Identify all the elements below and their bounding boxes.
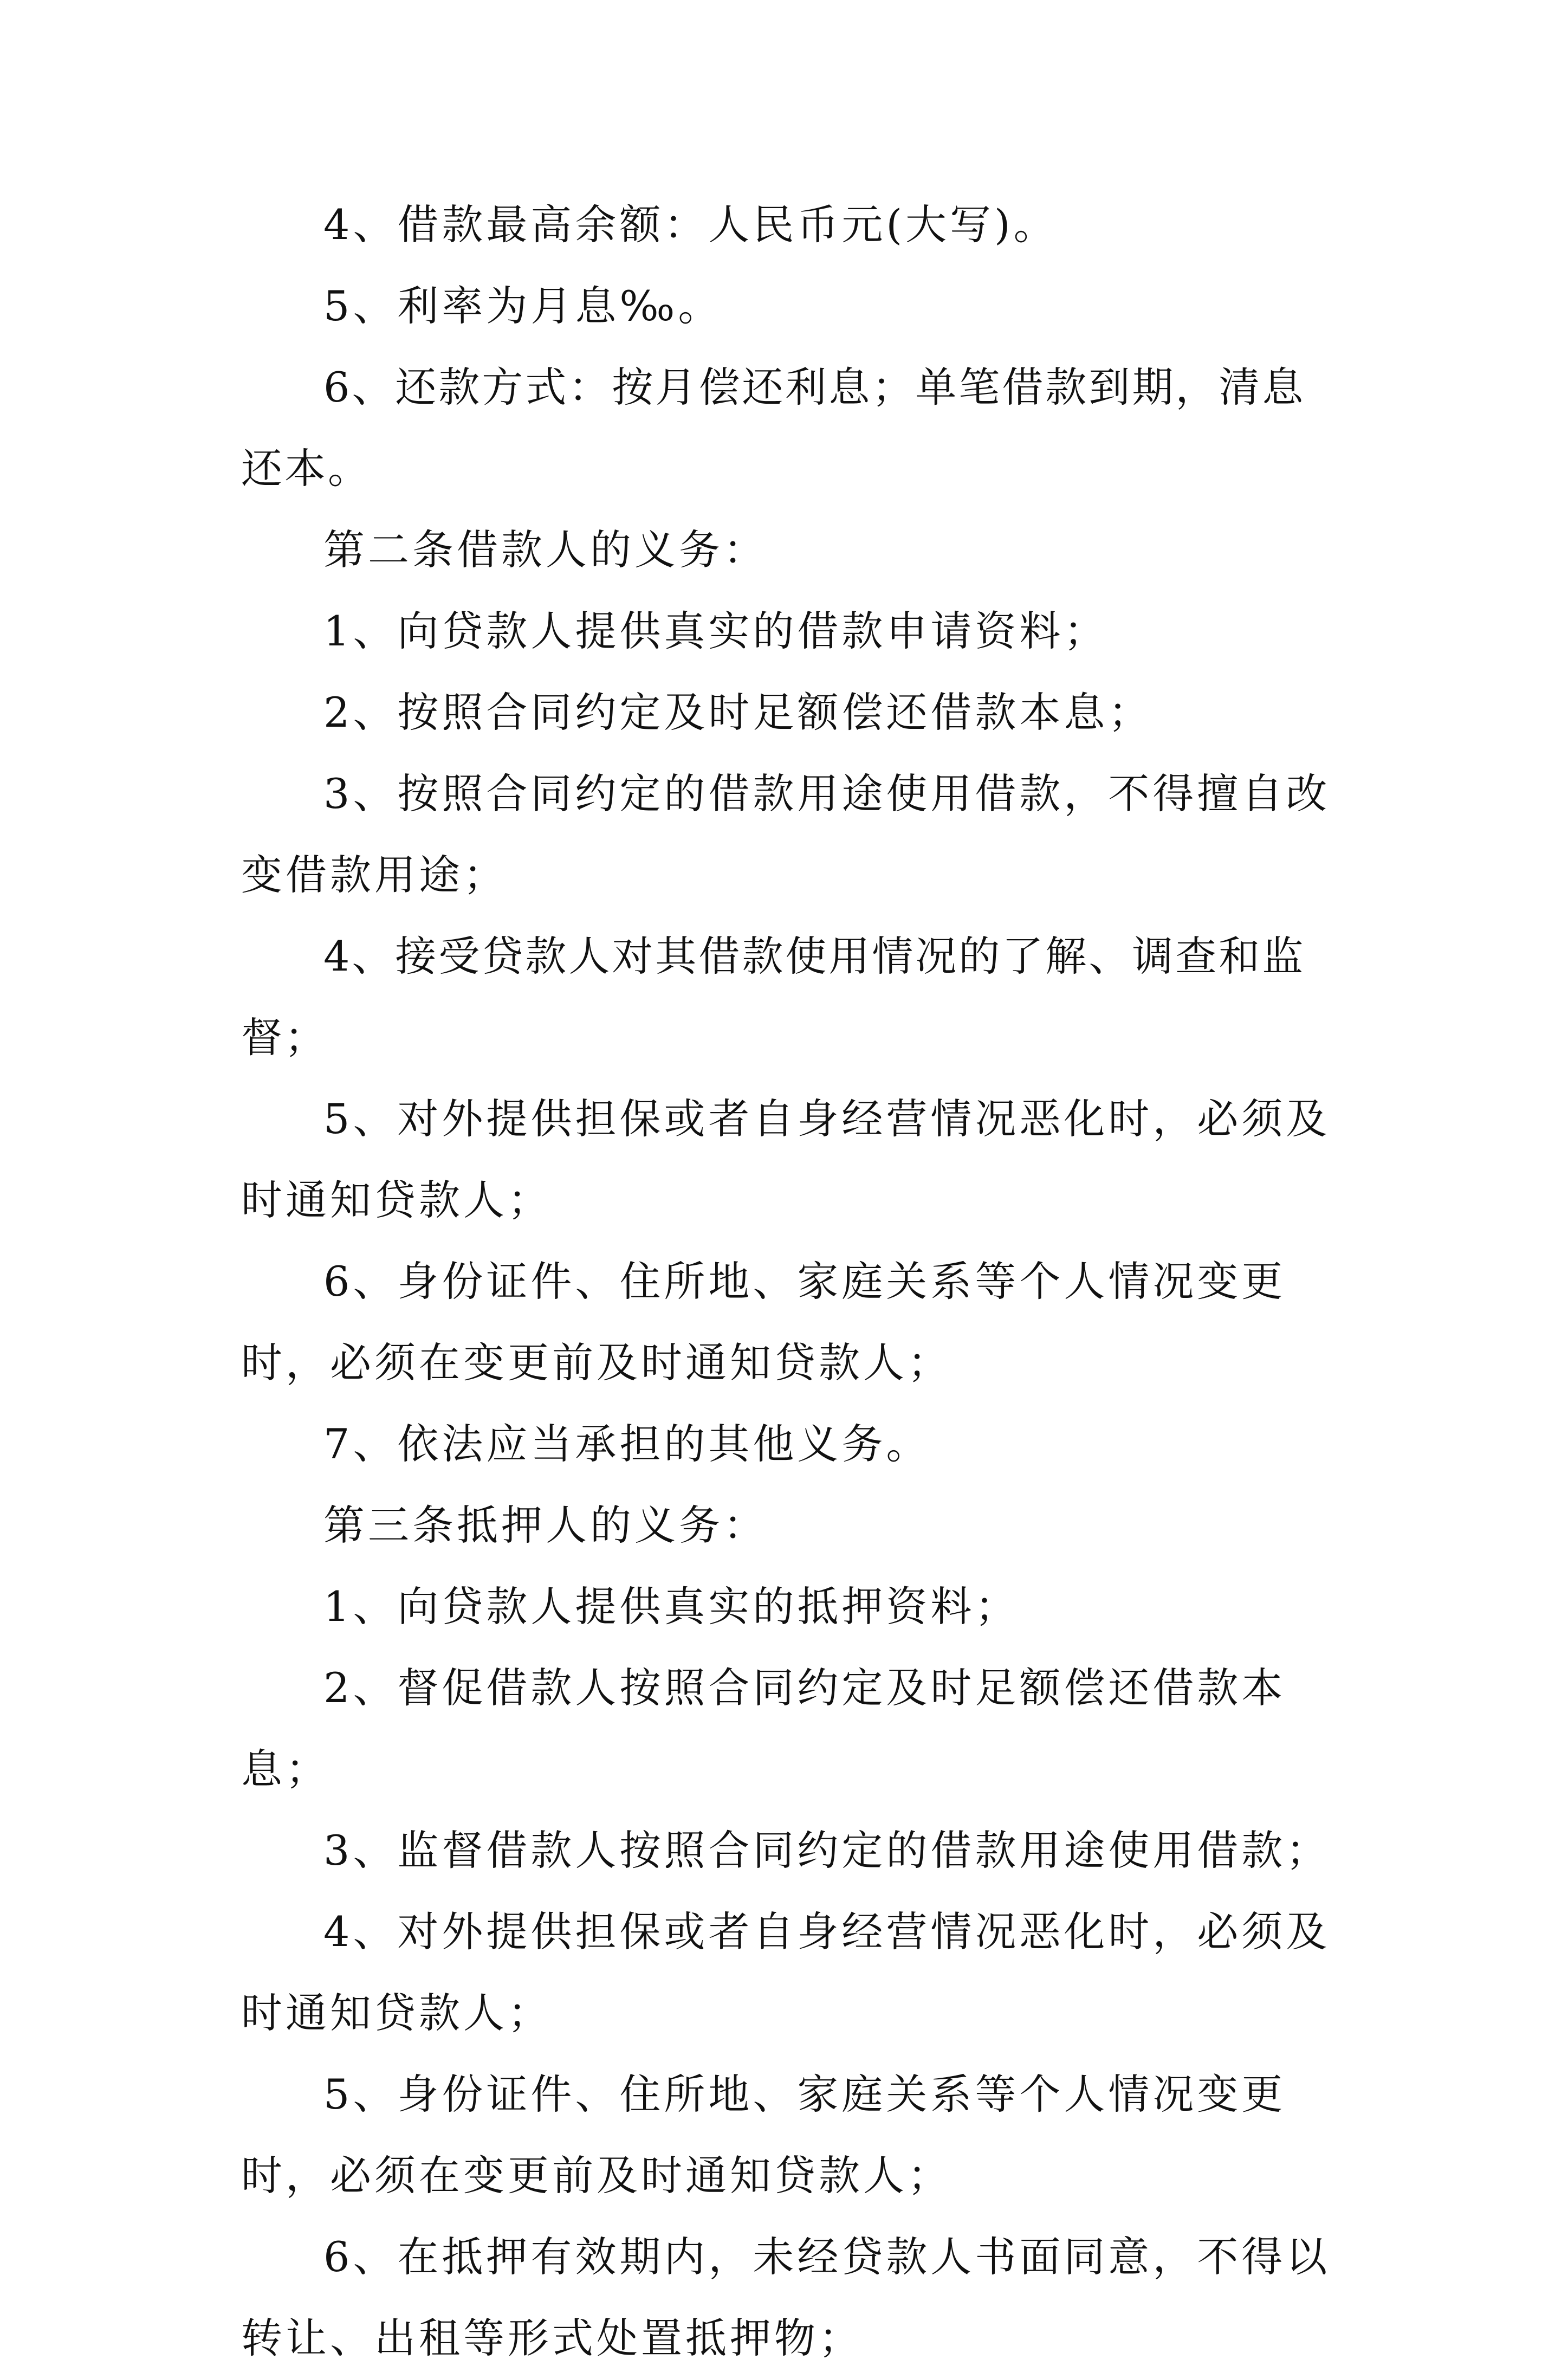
paragraph: 4、借款最高余额：人民币元(大写)。 [323, 201, 1058, 249]
paragraph: 2、按照合同约定及时足额偿还借款本息； [323, 688, 1153, 736]
paragraph: 5、身份证件、住所地、家庭关系等个人情况变更时，必须在变更前及时通知贷款人； [241, 2070, 1286, 2200]
paragraph: 1、向贷款人提供真实的借款申请资料； [323, 607, 1109, 655]
paragraph: 7、依法应当承担的其他义务。 [323, 1420, 931, 1468]
paragraph: 2、督促借款人按照合同约定及时足额偿还借款本息； [241, 1664, 1286, 1793]
paragraph: 3、按照合同约定的借款用途使用借款，不得擅自改变借款用途； [241, 770, 1331, 899]
paragraph: 5、利率为月息‰。 [323, 282, 723, 330]
section-heading: 第二条借款人的义务： [323, 526, 768, 574]
paragraph: 3、监督借款人按照合同约定的借款用途使用借款； [323, 1826, 1331, 1874]
paragraph: 4、对外提供担保或者自身经营情况恶化时，必须及时通知贷款人； [241, 1908, 1331, 2037]
paragraph: 6、还款方式：按月偿还利息；单笔借款到期，清息还本。 [241, 363, 1306, 493]
paragraph: 4、接受贷款人对其借款使用情况的了解、调查和监督； [241, 932, 1306, 1062]
paragraph: 1、向贷款人提供真实的抵押资料； [323, 1582, 1020, 1631]
document-body [241, 184, 1346, 2379]
section-heading: 第三条抵押人的义务： [323, 1501, 768, 1549]
paragraph: 6、在抵押有效期内，未经贷款人书面同意，不得以转让、出租等形式处置抵押物； [241, 2233, 1331, 2362]
paragraph: 5、对外提供担保或者自身经营情况恶化时，必须及时通知贷款人； [241, 1095, 1331, 1224]
paragraph: 6、身份证件、住所地、家庭关系等个人情况变更时，必须在变更前及时通知贷款人； [241, 1257, 1286, 1387]
